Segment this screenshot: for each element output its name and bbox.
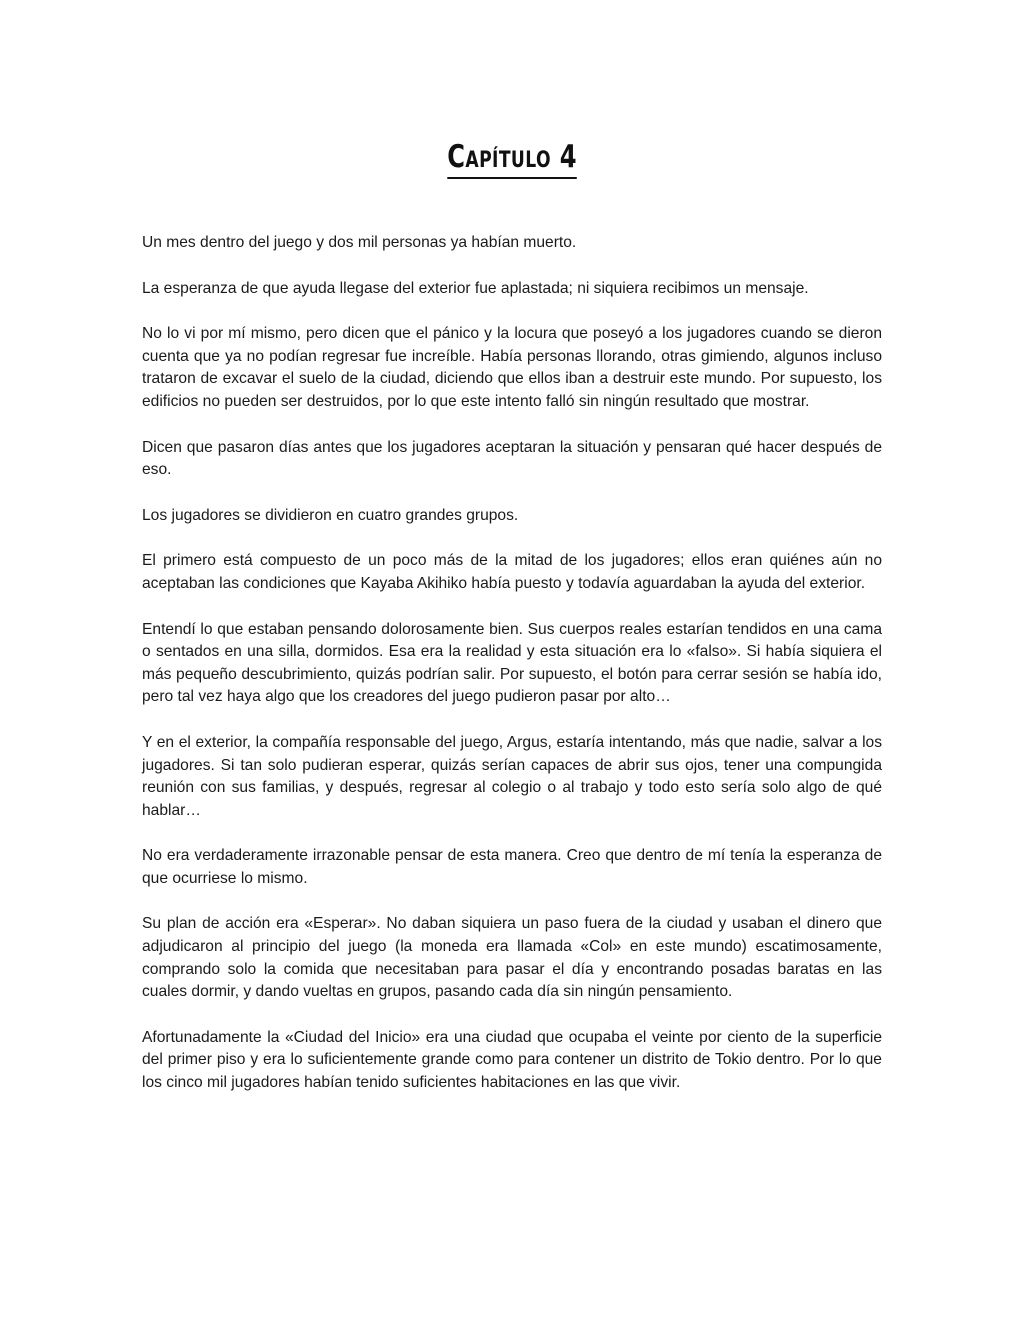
- paragraph: No era verdaderamente irrazonable pensar de esta manera. Creo que dentro de mí tenía la esperanza de que ocurriese lo mismo.: [142, 847, 882, 887]
- chapter-title: [0, 139, 1024, 179]
- paragraph: Un mes dentro del juego y dos mil personas ya habían muerto.: [142, 234, 577, 251]
- paragraph: Dicen que pasaron días antes que los jugadores aceptaran la situación y pensaran qué hacer después de eso.: [142, 438, 882, 479]
- paragraph: El primero está compuesto de un poco más de la mitad de los jugadores; ellos eran quiénes aún no aceptaban las condiciones que Kayaba Akihiko había puesto y todavía aguardaban la ayuda del exterior.: [142, 552, 882, 592]
- paragraph: Afortunadamente la «Ciudad del Inicio» era una ciudad que ocupaba el veinte por ciento de la superficie del primer piso y era lo suficientemente grande como para contener un distrito de Tokio dentro. Por lo que los cinco mil jugadores habían tenido suficientes habitaciones en las que vivir.: [142, 1028, 882, 1092]
- paragraph: La esperanza de que ayuda llegase del exterior fue aplastada; ni siquiera recibimos un mensaje.: [142, 279, 809, 297]
- chapter-title-text: Capítulo 4: [447, 139, 577, 179]
- paragraph: Su plan de acción era «Esperar». No daban siquiera un paso fuera de la ciudad y usaban el dinero que adjudicaron al principio del juego (la moneda era llamada «Col» en este mundo) escatimosamente, comprando solo la comida que necesitaban para pasar el día y encontrando posadas baratas en las cuales dormir, y dando vueltas en grupos, pasando cada día sin ningún pensamiento.: [142, 915, 882, 1001]
- paragraph: No lo vi por mí mismo, pero dicen que el pánico y la locura que poseyó a los jugadores cuando se dieron cuenta que ya no podían regresar fue increíble. Había personas llorando, otras gimiendo, algunos incluso trataron de excavar el suelo de la ciudad, diciendo que ellos iban a destruir este mundo. Por supuesto, los edificios no pueden ser destruidos, por lo que este intento falló sin ningún resultado que mostrar.: [142, 325, 882, 410]
- chapter-body: [142, 232, 882, 1118]
- paragraph: Los jugadores se dividieron en cuatro grandes grupos.: [142, 506, 519, 524]
- paragraph: Y en el exterior, la compañía responsable del juego, Argus, estaría intentando, más que nadie, salvar a los jugadores. Si tan solo pudieran esperar, quizás serían capaces de abrir sus ojos, tener una compungida reunión con sus familias, y después, regresar al colegio o al trabajo y todo esto sería solo algo de qué hablar…: [142, 733, 882, 819]
- paragraph: Entendí lo que estaban pensando dolorosamente bien. Sus cuerpos reales estarían tendidos en una cama o sentados en una silla, dormidos. Esa era la realidad y esta situación era lo «falso». Si había siquiera el más pequeño descubrimiento, quizás podrían salir. Por supuesto, el botón para cerrar sesión se había ido, pero tal vez haya algo que los creadores del juego pudieron pasar por alto…: [142, 620, 882, 706]
